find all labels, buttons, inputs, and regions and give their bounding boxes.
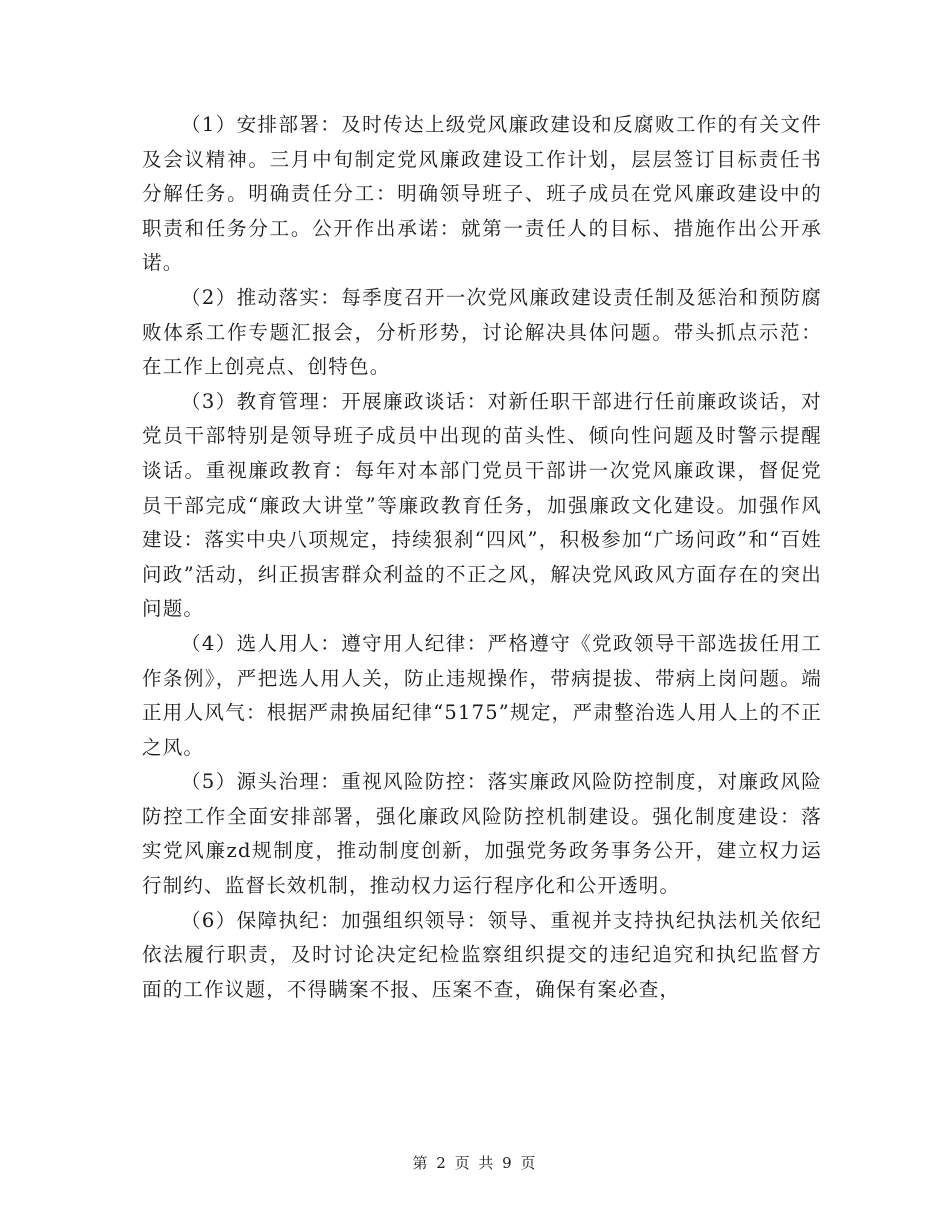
paragraph-5: （5）源头治理：重视风险防控：落实廉政风险防控制度，对廉政风险防控工作全面安排部署，强化廉政风险防控机制建设。强化制度建设：落实党风廉zd规制度，推动制度创新，加强党务政务事务公开，建立权力运行制约、监督长效机制，推动权力运行程序化和公开透明。 [142,770,822,898]
paragraph-6: （6）保障执纪：加强组织领导：领导、重视并支持执纪执法机关依纪依法履行职责，及时讨论决定纪检监察组织提交的违纪追究和执纪监督方面的工作议题，不得瞒案不报、压案不查，确保有案必查， [142,908,822,1001]
paragraph-4: （4）选人用人：遵守用人纪律：严格遵守《党政领导干部选拔任用工作条例》，严把选人用人关，防止违规操作，带病提拔、带病上岗问题。端正用人风气：根据严肃换届纪律“5175”规定，严肃整治选人用人上的不正之风。 [142,631,822,759]
document-body [142,108,822,1007]
page-number-footer: 第 2 页 共 9 页 [412,1154,538,1172]
paragraph-3: （3）教育管理：开展廉政谈话：对新任职干部进行任前廉政谈话，对党员干部特别是领导班子成员中出现的苗头性、倾向性问题及时警示提醒谈话。重视廉政教育：每年对本部门党员干部讲一次党风廉政课，督促党员干部完成“廉政大讲堂”等廉政教育任务，加强廉政文化建设。加强作风建设：落实中央八项规定，持续狠刹“四风”，积极参加“广场问政”和“百姓问政”活动，纠正损害群众利益的不正之风，解决党风政风方面存在的突出问题。 [142,389,822,621]
paragraph-1: （1）安排部署：及时传达上级党风廉政建设和反腐败工作的有关文件及会议精神。三月中旬制定党风廉政建设工作计划，层层签订目标责任书分解任务。明确责任分工：明确领导班子、班子成员在党风廉政建设中的职责和任务分工。公开作出承诺：就第一责任人的目标、措施作出公开承诺。 [142,113,822,275]
paragraph-2: （2）推动落实：每季度召开一次党风廉政建设责任制及惩治和预防腐败体系工作专题汇报会，分析形势，讨论解决具体问题。带头抓点示范：在工作上创亮点、创特色。 [142,285,822,379]
